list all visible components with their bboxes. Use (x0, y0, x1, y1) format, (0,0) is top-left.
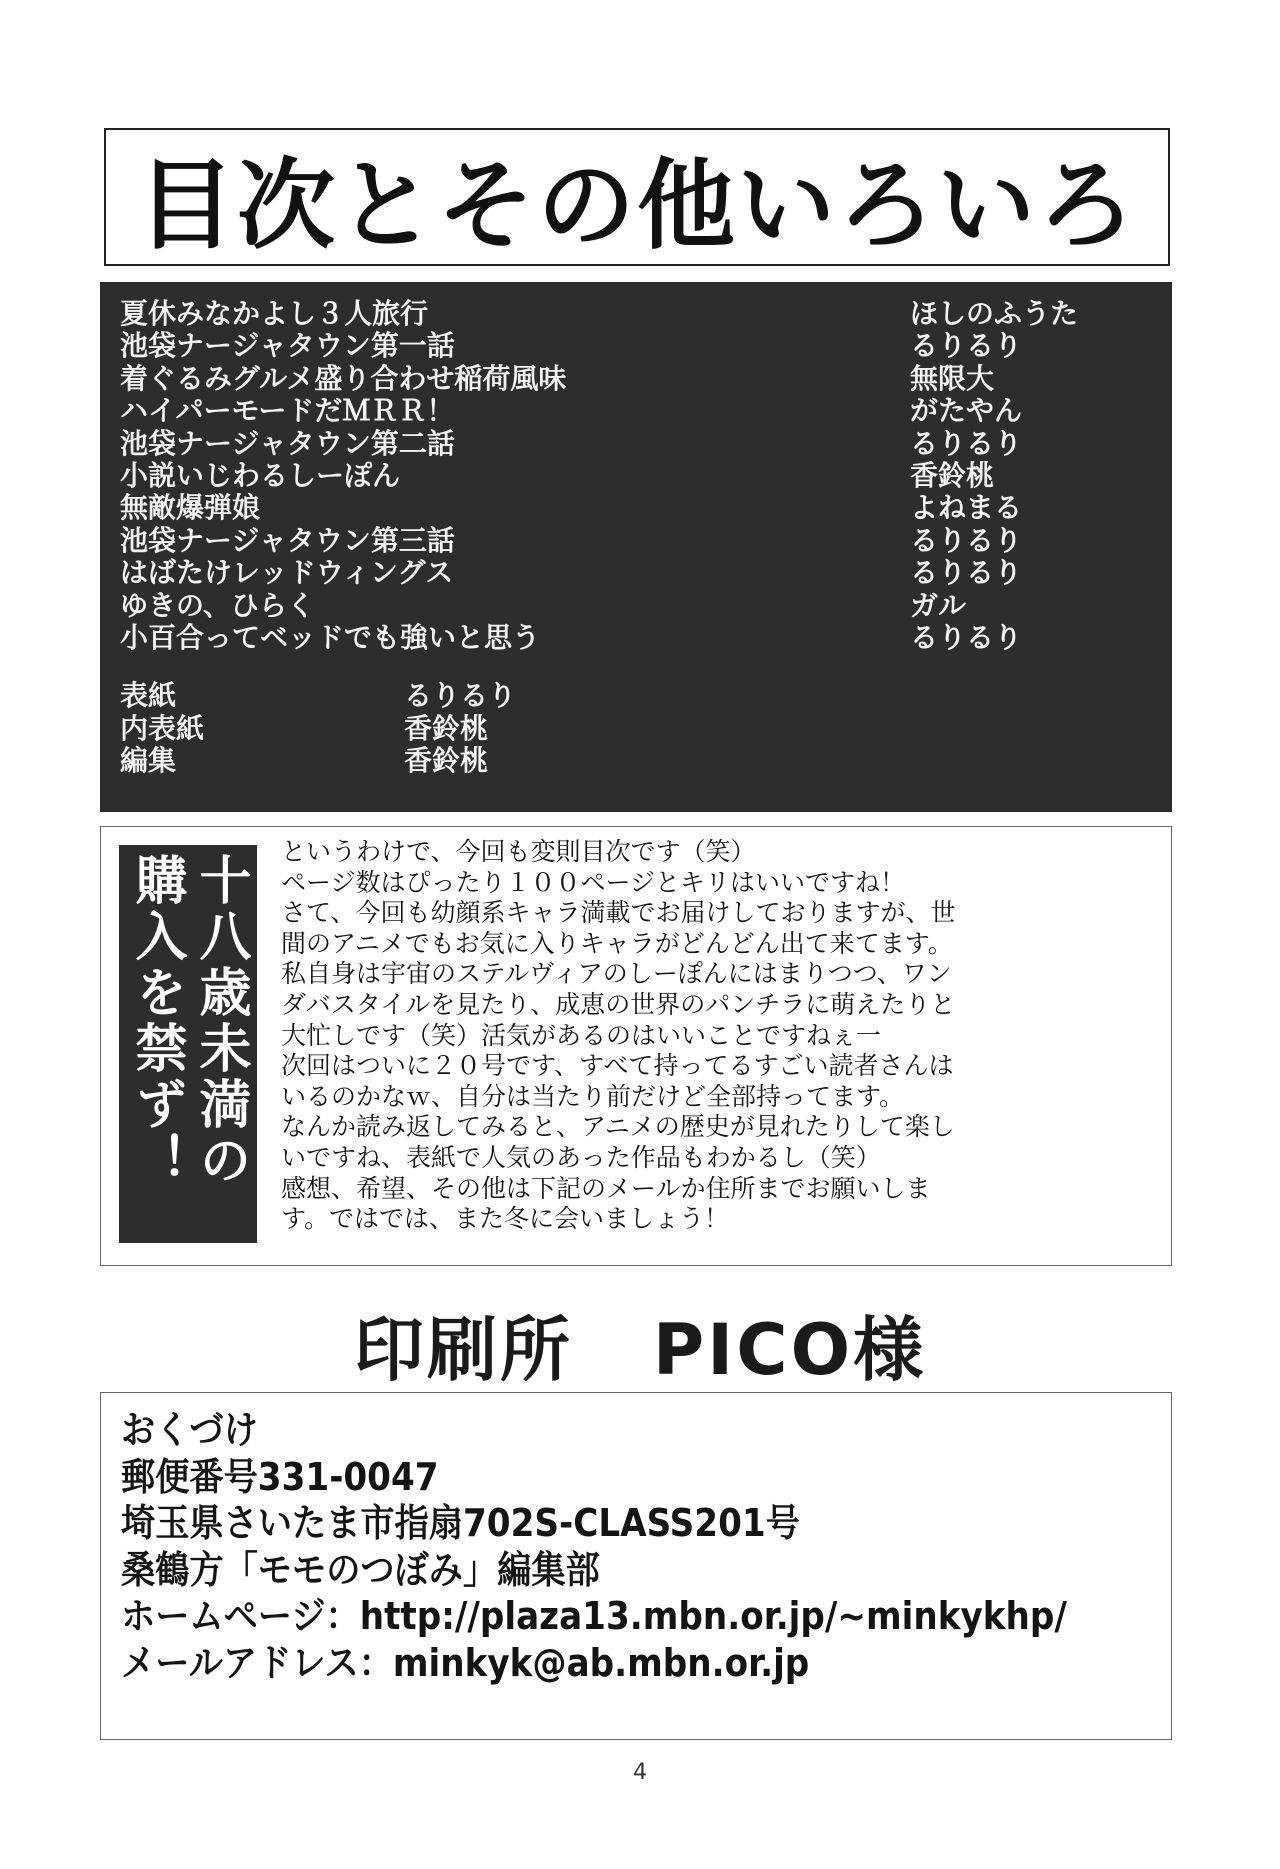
colophon-line: おくづけ (121, 1408, 258, 1452)
toc-author: るりるり (910, 523, 1023, 557)
toc-row (120, 454, 1152, 492)
printer-credit (0, 1294, 1280, 1395)
table-of-contents (100, 282, 1172, 812)
age-warning-line: 購入を禁ず！ (126, 853, 186, 1189)
toc-author: ほしのふうた (910, 297, 1079, 330)
credits-list (120, 674, 1152, 778)
toc-author: ガル (910, 588, 967, 622)
toc-title: ハイパーモードだＭＲＲ！ (120, 394, 455, 428)
credit-row (120, 707, 1152, 745)
toc-title: 無敵爆弾娘 (120, 491, 261, 525)
toc-title: ゆきの、ひらく (120, 588, 315, 622)
note-line: ダバスタイルを見たり、成恵の世界のパンチラに萌えたりと (281, 989, 956, 1019)
editor-note (281, 837, 1161, 1235)
colophon-line: ホームページ：http://plaza13.mbn.or.jp/~minkykhp/ (121, 1594, 1067, 1639)
toc-row (120, 292, 1152, 330)
toc-row (120, 551, 1152, 590)
credit-role: 編集 (120, 744, 177, 778)
note-line: 次回はついに２０号です、すべて持ってるすごい読者さんは (281, 1051, 954, 1081)
toc-title: 池袋ナージャタウン第三話 (120, 523, 455, 557)
credit-row (120, 739, 1152, 778)
toc-author: るりるり (910, 620, 1023, 654)
toc-title: 着ぐるみグルメ盛り合わせ稲荷風味 (120, 361, 567, 395)
toc-title: 夏休みなかよし３人旅行 (120, 297, 429, 330)
colophon-line: メールアドレス：minkyk@ab.mbn.or.jp (121, 1640, 810, 1685)
toc-row (120, 324, 1152, 363)
toc-title: 小百合ってベッドでも強いと思う (120, 620, 541, 654)
credit-role: 内表紙 (120, 711, 205, 745)
toc-title: 池袋ナージャタウン第二話 (120, 426, 455, 460)
toc-row (120, 389, 1152, 428)
note-line: ページ数はぴったり１００ページとキリはいいですね！ (281, 867, 906, 897)
page-number: 4 (633, 1760, 647, 1785)
toc-row (120, 616, 1152, 654)
toc-row (120, 519, 1152, 557)
note-line: いるのかなｗ、自分は当たり前だけど全部持ってます。 (281, 1081, 905, 1111)
note-line: 間のアニメでもお気に入りキャラがどんどん出て来てます。 (281, 928, 953, 958)
toc-row (120, 422, 1152, 460)
age-warning (119, 845, 257, 1243)
note-line: というわけで、今回も変則目次です（笑） (281, 837, 756, 866)
age-warning-line: 十八歳未満の (190, 853, 250, 1189)
toc-title: 小説いじわるしーぽん (120, 458, 401, 492)
printer-label: 印刷所 (353, 1309, 573, 1391)
colophon-line: 埼玉県さいたま市指扇702S-CLASS201号 (121, 1501, 800, 1546)
toc-author: るりるり (910, 426, 1023, 460)
note-line: いですね、表紙で人気のあった作品もわかるし（笑） (281, 1142, 881, 1172)
colophon-line: 桑鶴方「モモのつぼみ」編集部 (121, 1547, 600, 1592)
toc-author: るりるり (910, 329, 1023, 363)
credit-name: るりるり (404, 679, 517, 713)
note-line: 私自身は宇宙のステルヴィアのしーぽんにはまりつつ、ワン (281, 959, 952, 989)
toc-row (120, 584, 1152, 622)
title-box (104, 128, 1170, 266)
editor-note-box (100, 826, 1172, 1266)
credit-name: 香鈴桃 (404, 711, 489, 745)
toc-author: がたやん (910, 394, 1023, 428)
note-line: す。ではでは、また冬に会いましょう！ (281, 1204, 730, 1234)
note-line: なんか読み返してみると、アニメの歴史が見れたりして楽し (281, 1112, 955, 1142)
note-line: 感想、希望、その他は下記のメールか住所までお願いしま (281, 1173, 931, 1203)
page-title: 目次とその他いろいろ (136, 148, 1137, 263)
note-line: 大忙しです（笑）活気があるのはいいことですねぇ一 (281, 1020, 882, 1050)
toc-title: はばたけレッドウィングス (120, 556, 454, 590)
credit-name: 香鈴桃 (404, 744, 489, 778)
toc-author: よねまる (910, 491, 1023, 525)
toc-list (120, 292, 1152, 654)
toc-row (120, 357, 1152, 395)
toc-author: るりるり (910, 556, 1023, 590)
printer-name: PICO様 (652, 1309, 927, 1391)
credit-row (120, 674, 1152, 713)
colophon-box (100, 1392, 1172, 1740)
toc-author: 無限大 (910, 361, 995, 395)
toc-row (120, 486, 1152, 525)
note-line: さて、今回も幼顔系キャラ満載でお届けしておりますが、世 (281, 898, 956, 928)
credit-role: 表紙 (120, 679, 177, 713)
toc-author: 香鈴桃 (910, 458, 995, 492)
colophon-line: 郵便番号331-0047 (121, 1454, 439, 1499)
toc-title: 池袋ナージャタウン第一話 (120, 329, 455, 363)
